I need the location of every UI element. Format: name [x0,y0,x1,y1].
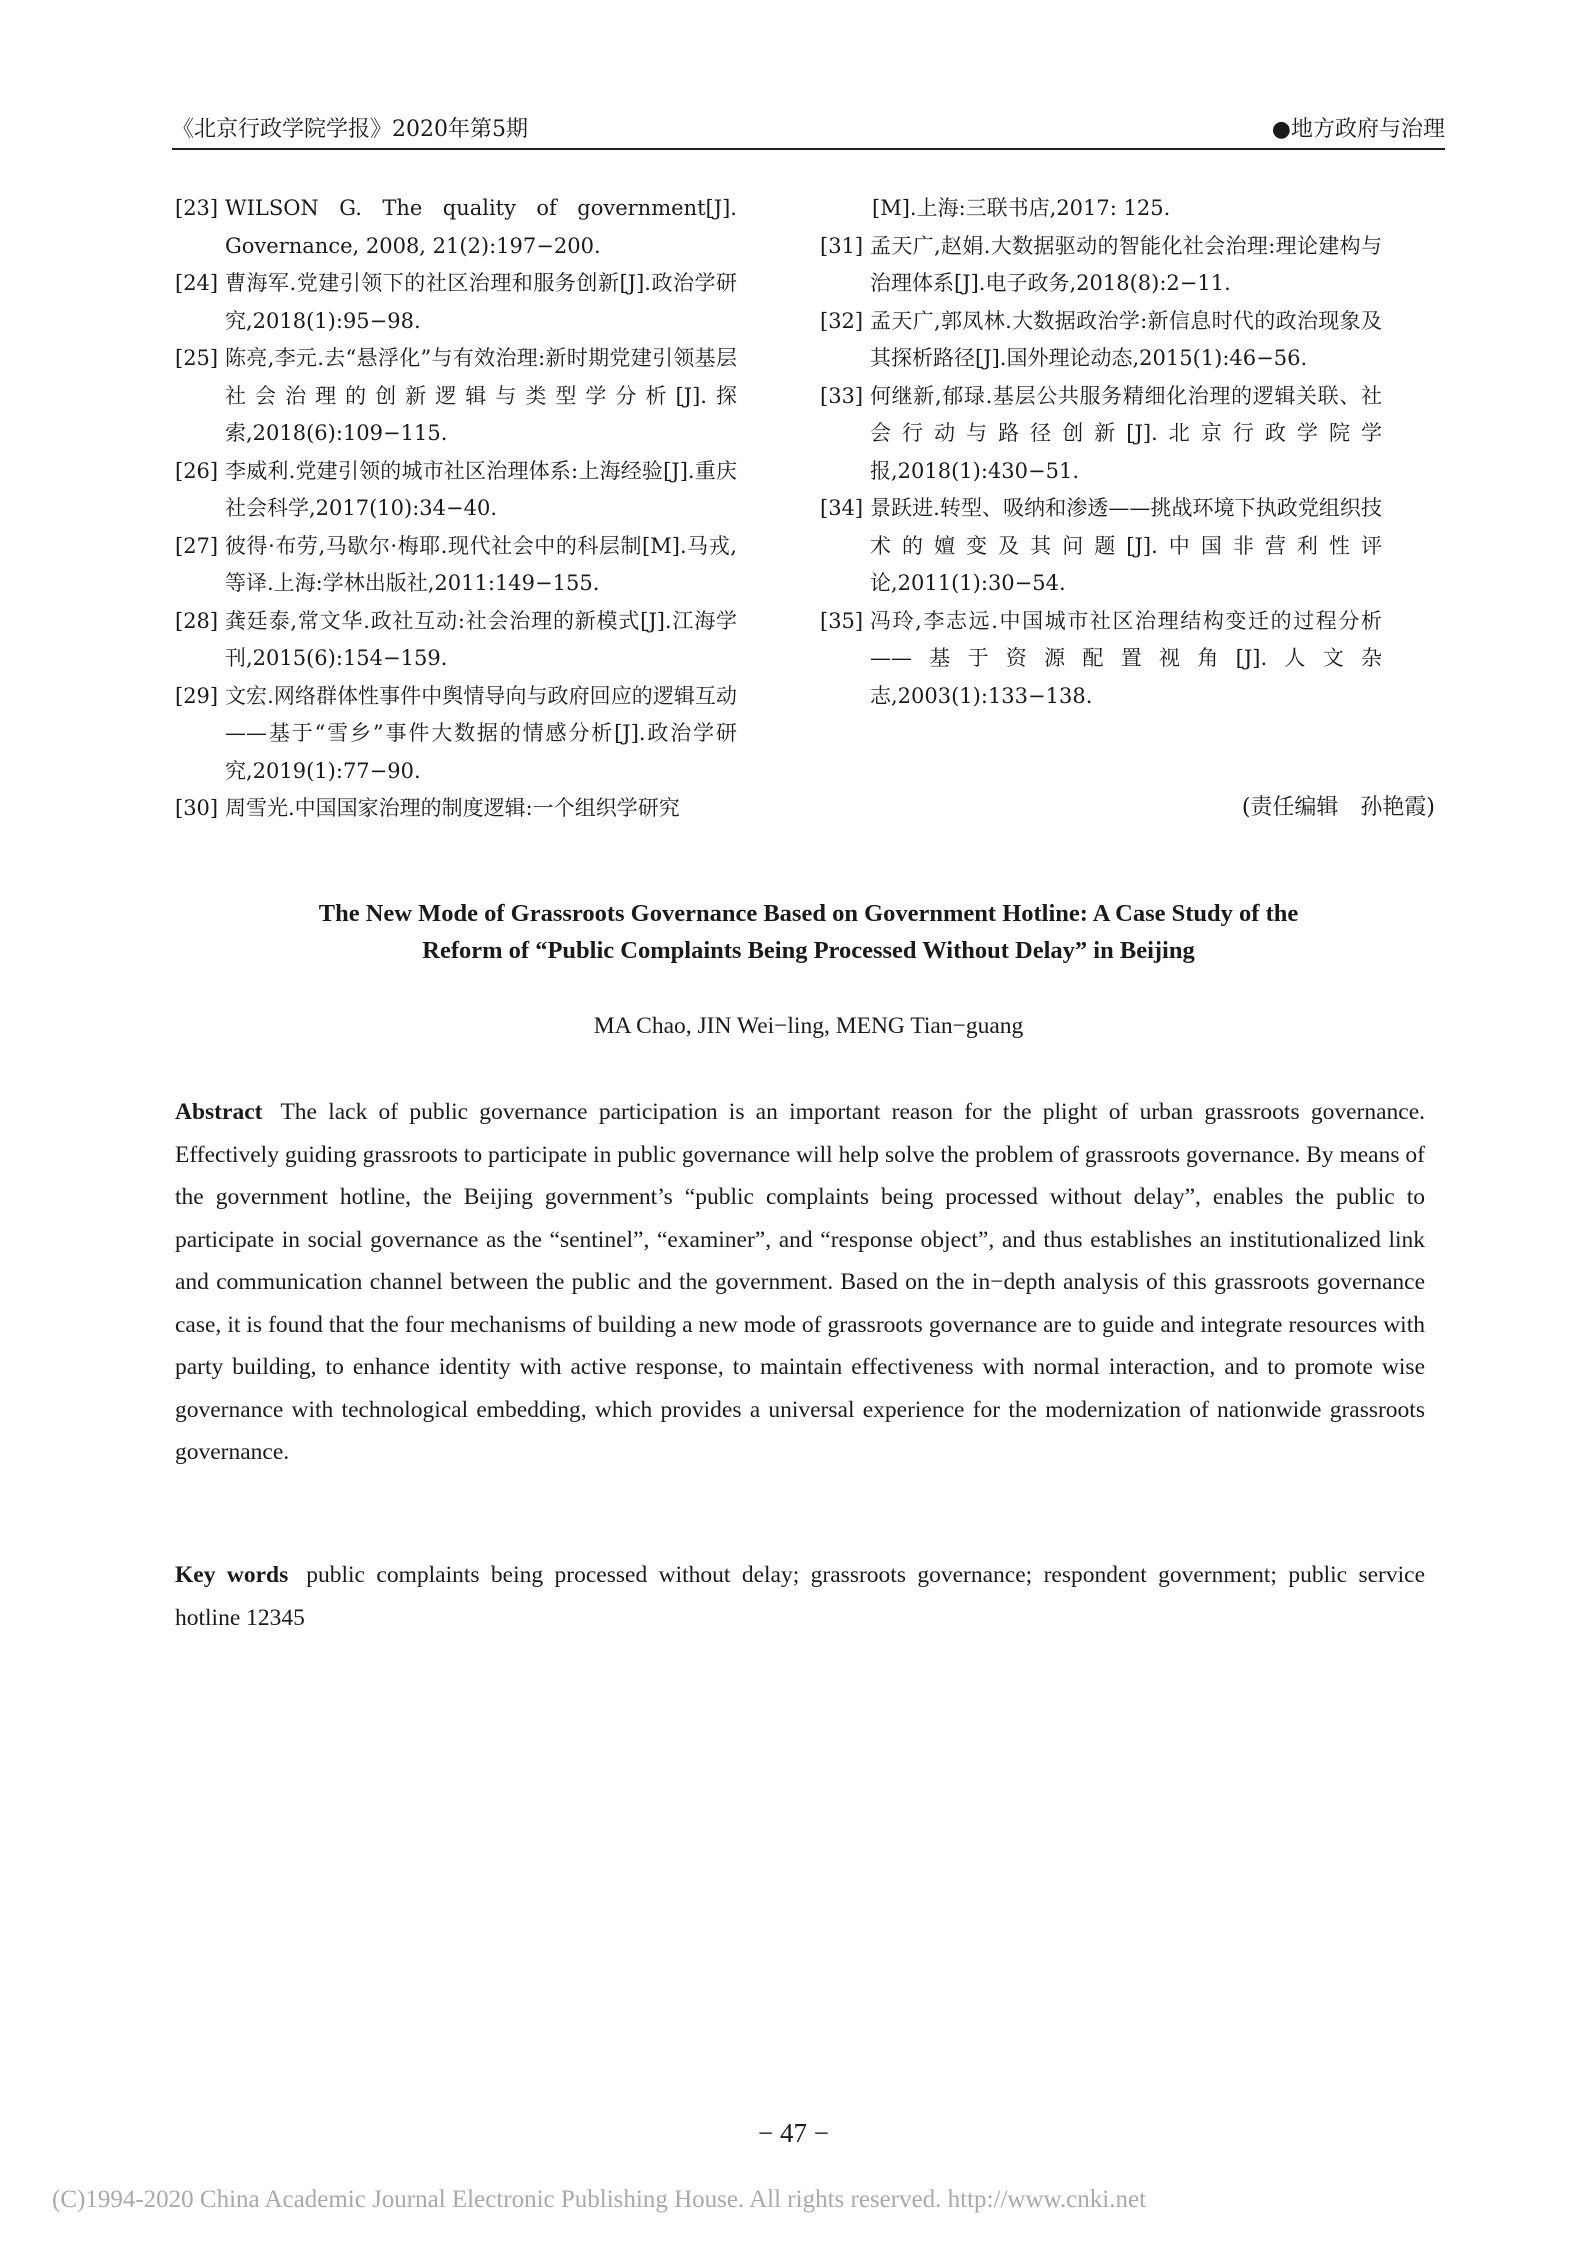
reference-text: 景跃进.转型、吸纳和渗透——挑战环境下执政党组织技术的嬗变及其问题[J].中国非营利性评论,2011(1):30−54. [870,496,1382,595]
keywords-label: Key words [175,1562,289,1588]
reference-number: [24] [175,271,219,295]
reference-item [175,603,737,678]
reference-number: [23] [175,196,219,220]
journal-title: 《北京行政学院学报》2020年第5期 [172,117,528,142]
reference-item [820,303,1382,378]
reference-text: 彼得·布劳,马歇尔·梅耶.现代社会中的科层制[M].马戎,等译.上海:学林出版社,2011:149−155. [225,533,737,595]
reference-item [175,190,737,265]
reference-number: [25] [175,346,219,370]
page-number: − 47 − [758,2118,829,2148]
reference-text: 曹海军.党建引领下的社区治理和服务创新[J].政治学研究,2018(1):95−98. [225,271,737,333]
reference-text: 周雪光.中国国家治理的制度逻辑:一个组织学研究 [225,796,680,820]
reference-text: 陈亮,李元.去“悬浮化”与有效治理:新时期党建引领基层社会治理的创新逻辑与类型学分析[J].探索,2018(6):109−115. [225,346,737,445]
reference-number: [32] [820,308,864,333]
reference-number: [27] [175,533,219,558]
abstract [175,1091,1425,1474]
english-title-line-2: Reform of “Public Complaints Being Processed Without Delay” in Beijing [422,937,1195,964]
reference-number: [28] [175,608,219,633]
reference-item [175,790,737,828]
reference-item [820,228,1382,303]
references-left-column [175,190,737,828]
reference-text: 孟天广,郭凤林.大数据政治学:新信息时代的政治现象及其探析路径[J].国外理论动态,2015(1):46−56. [870,308,1382,370]
reference-item [820,603,1382,716]
reference-text: WILSON G. The quality of government[J]. Governance, 2008, 21(2):197−200. [225,196,737,258]
authors: MA Chao, JIN Wei−ling, MENG Tian−guang [593,1013,1024,1039]
reference-text: 孟天广,赵娟.大数据驱动的智能化社会治理:理论建构与治理体系[J].电子政务,2018(8):2−11. [870,233,1382,295]
abstract-label: Abstract [175,1099,263,1125]
reference-text: 何继新,郁琭.基层公共服务精细化治理的逻辑关联、社会行动与路径创新[J].北京行政学院学报,2018(1):430−51. [870,383,1382,483]
copyright-footer: (C)1994-2020 China Academic Journal Electronic Publishing House. All rights reserved. http://www.cnki.net [52,2186,1147,2213]
reference-text: 龚廷泰,常文华.政社互动:社会治理的新模式[J].江海学刊,2015(6):154−159. [225,608,737,670]
reference-item [175,678,737,791]
reference-number: [33] [820,383,864,408]
reference-number: [31] [820,233,864,258]
reference-text: 文宏.网络群体性事件中舆情导向与政府回应的逻辑互动——基于“雪乡”事件大数据的情感分析[J].政治学研究,2019(1):77−90. [225,683,737,783]
reference-number: [29] [175,683,219,708]
reference-text: 冯玲,李志远.中国城市社区治理结构变迁的过程分析——基于资源配置视角[J].人文杂志,2003(1):133−138. [870,608,1382,708]
keywords-text: public complaints being processed without delay; grassroots governance; respondent government; public service hotline 12345 [175,1562,1426,1631]
reference-item [175,265,737,340]
abstract-text: The lack of public governance participation is an important reason for the plight of urban grassroots governance. Effectively guiding grassroots to participate in public governance will help solve the problem of grassroots governance. By means of the government hotline, the Beijing government’s “public complaints being processed without delay”, enables the public to participate in social governance as the “sentinel”, “examiner”, and “response object”, and thus establishes an institutionalized link and communication channel between the public and the government. Based on the in−depth analysis of this grassroots governance case, it is found that the four mechanisms of building a new mode of grassroots governance are to guide and integrate resources with party building, to enhance identity with active response, to maintain effectiveness with normal interaction, and to promote wise governance with technological embedding, which provides a universal experience for the modernization of nationwide grassroots governance. [175,1099,1425,1465]
reference-item [175,528,737,603]
reference-number: [30] [175,796,219,820]
english-title [172,895,1445,969]
reference-item [820,490,1382,603]
reference-number: [35] [820,608,864,633]
header-rule [172,148,1445,150]
reference-number: [26] [175,458,219,483]
reference-text: 李威利.党建引领的城市社区治理体系:上海经验[J].重庆社会科学,2017(10):34−40. [225,458,737,520]
reference-continuation: [M].上海:三联书店,2017: 125. [872,196,1171,220]
running-header [172,108,1445,148]
reference-item [820,378,1382,491]
reference-number: [34] [820,496,864,520]
english-title-line-1: The New Mode of Grassroots Governance Based on Government Hotline: A Case Study of the [318,900,1299,927]
reference-item [175,340,737,453]
responsible-editor: (责任编辑 孙艳霞) [1241,795,1435,820]
references-right-column [820,190,1382,715]
reference-item [175,453,737,528]
keywords [175,1554,1425,1639]
section-title: ●地方政府与治理 [1271,117,1445,142]
